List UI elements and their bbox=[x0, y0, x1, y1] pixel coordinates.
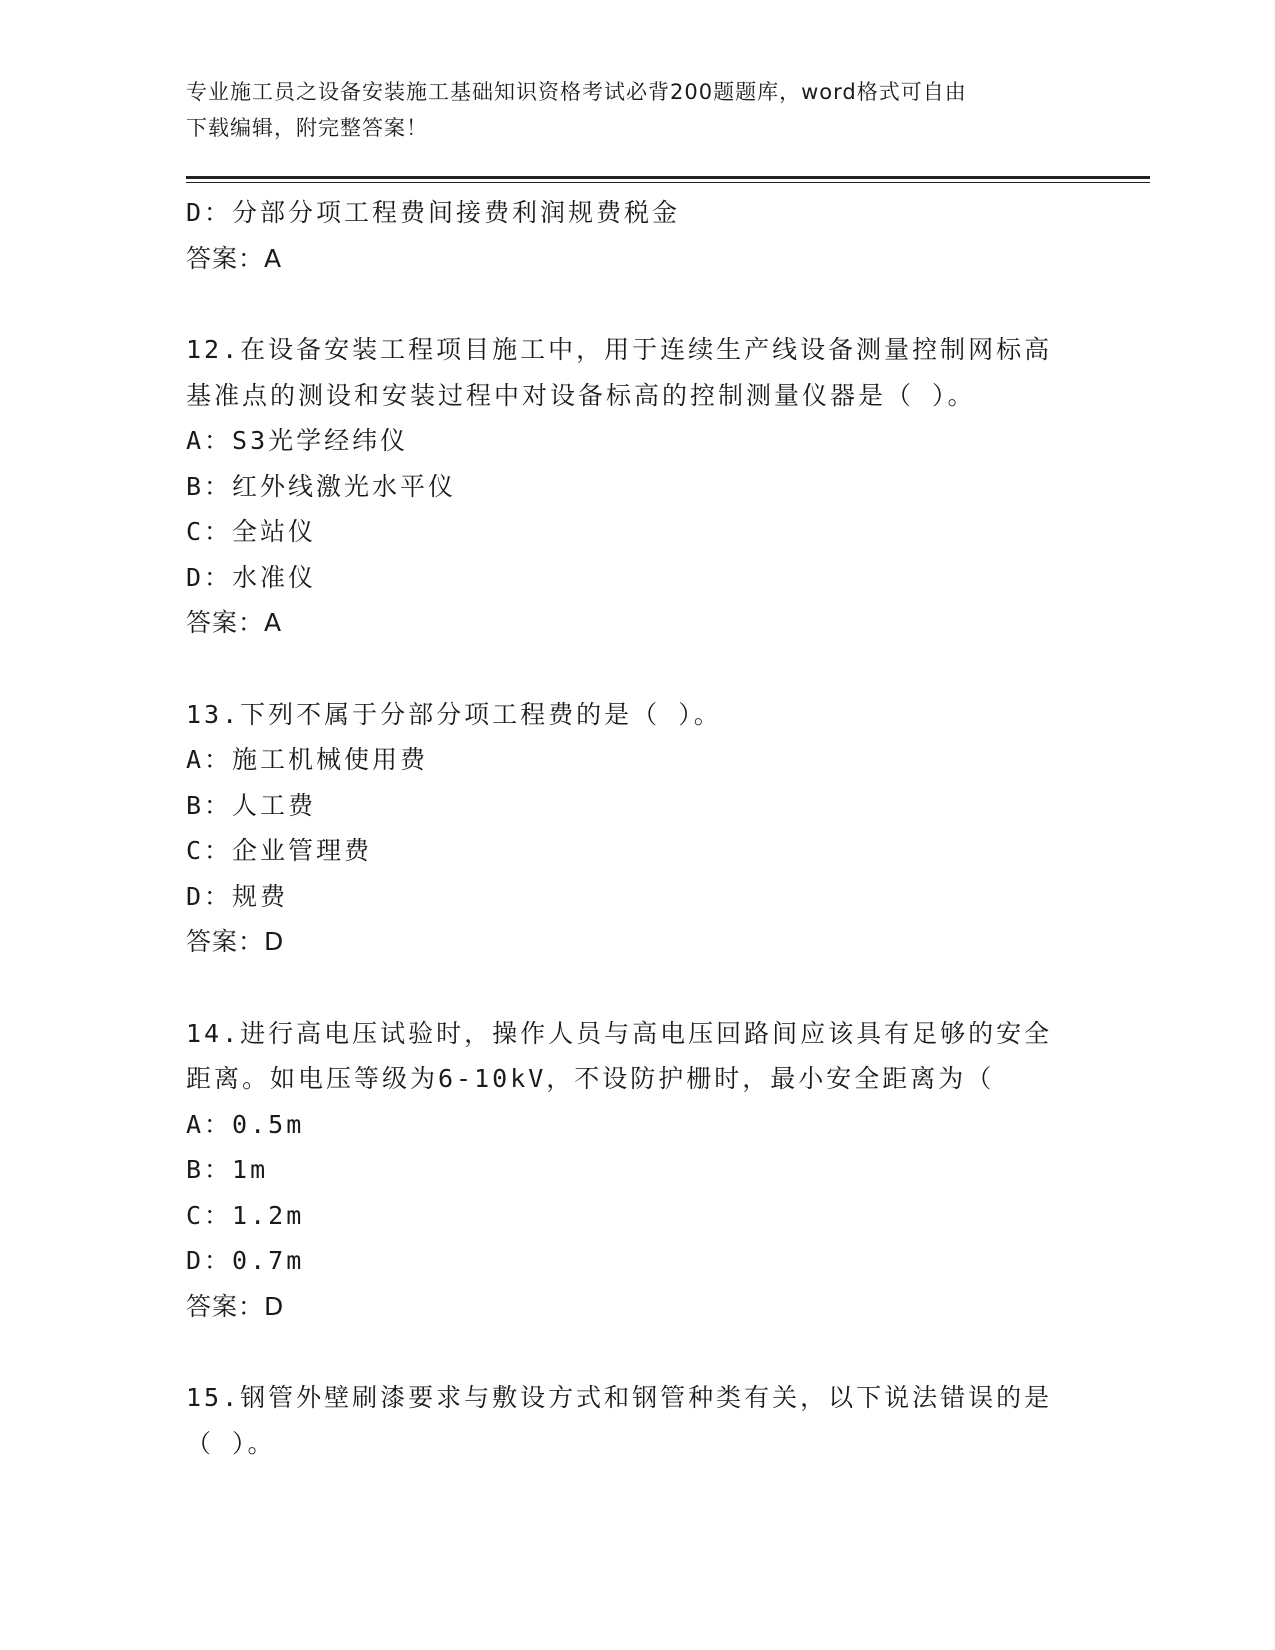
option-c: C：全站仪 bbox=[186, 517, 317, 546]
header-divider-thick bbox=[186, 176, 1150, 179]
option-b: B：红外线激光水平仪 bbox=[186, 471, 457, 501]
header-line-1: 专业施工员之设备安装施工基础知识资格考试必背200题题库，word格式可自由 bbox=[186, 80, 967, 104]
question-text-line-1: 12.在设备安装工程项目施工中，用于连续生产线设备测量控制网标高 bbox=[186, 335, 1053, 364]
document-header bbox=[186, 74, 1066, 146]
question-text-line-2: 距离。如电压等级为6-10kV，不设防护栅时，最小安全距离为（ bbox=[186, 1064, 995, 1093]
option-b: B：人工费 bbox=[186, 790, 317, 820]
option-d: D：水准仪 bbox=[186, 562, 317, 592]
header-line-2: 下载编辑，附完整答案！ bbox=[186, 116, 428, 140]
question-15 bbox=[186, 1375, 1086, 1466]
option-d: D：分部分项工程费间接费利润规费税金 bbox=[186, 198, 681, 227]
question-13 bbox=[186, 692, 1086, 965]
header-divider-thin bbox=[186, 182, 1150, 183]
question-text-line-1: 14.进行高电压试验时，操作人员与高电压回路间应该具有足够的安全 bbox=[186, 1018, 1053, 1048]
question-14 bbox=[186, 1011, 1086, 1330]
question-11-tail bbox=[186, 190, 1086, 281]
question-list bbox=[186, 190, 1086, 1466]
question-12 bbox=[186, 327, 1086, 646]
option-a: A：施工机械使用费 bbox=[186, 745, 429, 774]
question-text-line-2: 基准点的测设和安装过程中对设备标高的控制测量仪器是（ ）。 bbox=[186, 380, 976, 410]
answer-line: 答案：D bbox=[186, 1291, 285, 1321]
option-d: D：规费 bbox=[186, 881, 289, 911]
option-b: B：1m bbox=[186, 1155, 269, 1184]
answer-line: 答案：A bbox=[186, 608, 283, 637]
option-c: C：1.2m bbox=[186, 1200, 305, 1230]
option-d: D：0.7m bbox=[186, 1246, 305, 1275]
question-text-line-1: 15.钢管外壁刷漆要求与敷设方式和钢管种类有关，以下说法错误的是 bbox=[186, 1383, 1053, 1412]
option-c: C：企业管理费 bbox=[186, 836, 373, 865]
option-a: A：S3光学经纬仪 bbox=[186, 426, 409, 455]
question-text-line-2: （ ）。 bbox=[186, 1428, 276, 1458]
answer-line: 答案：A bbox=[186, 243, 283, 273]
option-a: A：0.5m bbox=[186, 1109, 305, 1139]
question-text-line-1: 13.下列不属于分部分项工程费的是（ ）。 bbox=[186, 699, 722, 729]
answer-line: 答案：D bbox=[186, 927, 285, 956]
